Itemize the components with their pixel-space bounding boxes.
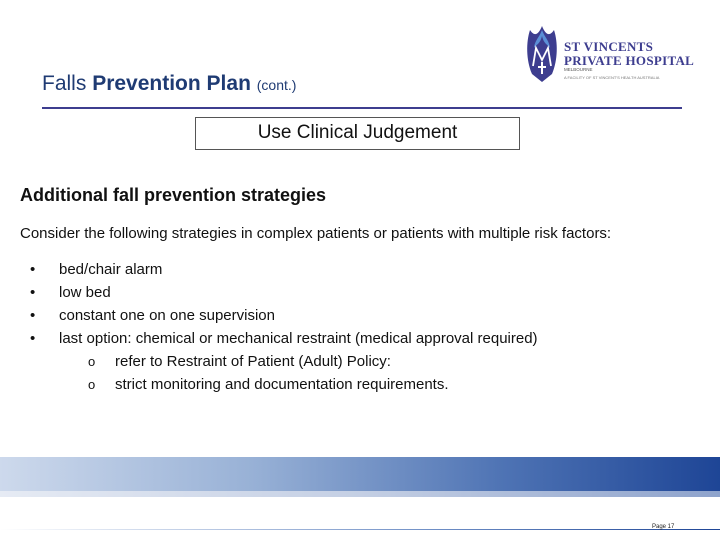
strategy-list <box>30 261 538 353</box>
logo-line-1: ST VINCENTS <box>564 39 654 54</box>
hospital-logo <box>522 22 695 86</box>
sub-bullet-icon: o <box>88 354 96 369</box>
list-item-text: bed/chair alarm <box>59 261 163 278</box>
title-bold: Prevention Plan <box>92 72 251 95</box>
list-item-text: constant one on one supervision <box>59 307 275 324</box>
sub-bullet-icon: o <box>88 377 96 392</box>
section-heading: Additional fall prevention strategies <box>20 185 327 205</box>
title-suffix: (cont.) <box>256 77 297 93</box>
list-item-text: last option: chemical or mechanical restraint (medical approval required) <box>59 330 538 347</box>
sub-list-item <box>88 353 449 376</box>
list-item <box>30 284 538 307</box>
list-item <box>30 307 538 330</box>
list-item <box>30 261 538 284</box>
flame-cross-icon <box>522 22 562 84</box>
slide-footer <box>0 457 720 540</box>
slide-title <box>42 72 296 96</box>
sub-list-item-text: strict monitoring and documentation requirements. <box>115 376 449 393</box>
title-prefix: Falls <box>42 72 87 95</box>
sub-list-item <box>88 376 449 399</box>
intro-text: Consider the following strategies in complex patients or patients with multiple risk factors: <box>20 225 612 242</box>
footer-band-shadow <box>0 491 720 497</box>
footer-band <box>0 457 720 491</box>
list-item-text: low bed <box>59 284 111 301</box>
sub-list-item-text: refer to Restraint of Patient (Adult) Policy: <box>115 353 391 370</box>
bullet-icon: • <box>30 284 36 301</box>
footer-rule <box>0 529 720 530</box>
bullet-icon: • <box>30 307 36 324</box>
header-rule <box>42 107 682 109</box>
clinical-judgement-banner: Use Clinical Judgement <box>195 117 520 150</box>
list-item <box>30 330 538 353</box>
logo-tagline: A FACILITY OF ST VINCENT'S HEALTH AUSTRALIA <box>564 75 660 80</box>
logo-line-3: MELBOURNE <box>564 67 593 72</box>
logo-line-2: PRIVATE HOSPITAL <box>564 53 695 68</box>
bullet-icon: • <box>30 330 36 347</box>
bullet-icon: • <box>30 261 36 278</box>
page-number: Page 17 <box>652 524 675 530</box>
restraint-sub-list <box>88 353 449 399</box>
